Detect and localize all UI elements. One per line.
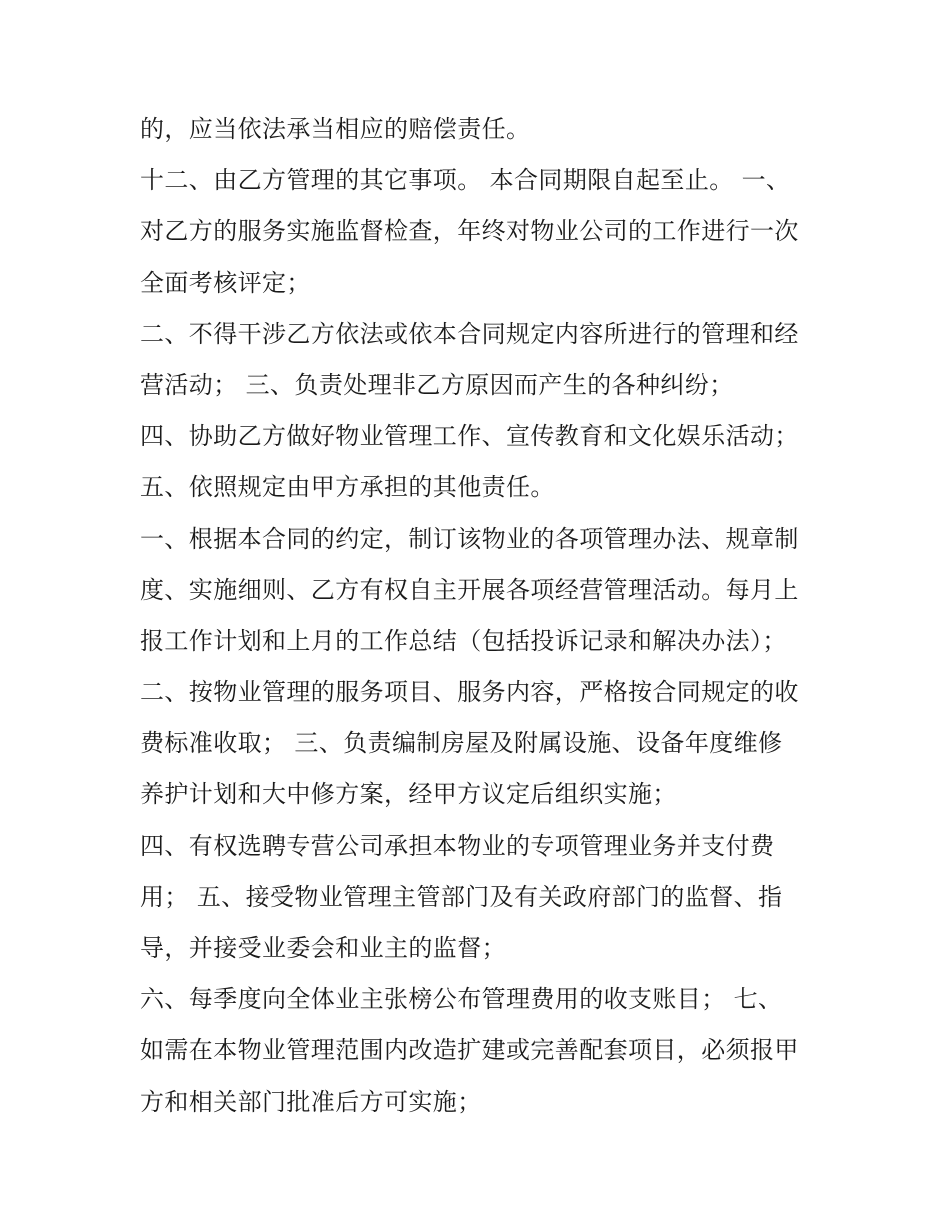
text-line: 六、每季度向全体业主张榜公布管理费用的收支账目； 七、 bbox=[140, 985, 783, 1014]
text-line: 五、依照规定由甲方承担的其他责任。 bbox=[140, 473, 555, 502]
text-line: 方和相关部门批准后方可实施； bbox=[140, 1087, 482, 1116]
text-line: 四、有权选聘专营公司承担本物业的专项管理业务并支付费 bbox=[140, 831, 775, 860]
text-line: 全面考核评定； bbox=[140, 268, 311, 297]
text-line: 四、协助乙方做好物业管理工作、宣传教育和文化娱乐活动； bbox=[140, 422, 799, 451]
text-line: 如需在本物业管理范围内改造扩建或完善配套项目，必须报甲 bbox=[140, 1036, 799, 1065]
text-line: 十二、由乙方管理的其它事项。 本合同期限自起至止。 一、 bbox=[140, 166, 791, 195]
text-line: 用； 五、接受物业管理主管部门及有关政府部门的监督、指 bbox=[140, 882, 783, 911]
text-line: 营活动； 三、负责处理非乙方原因而产生的各种纠纷； bbox=[140, 370, 734, 399]
document-body bbox=[140, 104, 820, 1128]
text-line: 对乙方的服务实施监督检查，年终对物业公司的工作进行一次 bbox=[140, 217, 799, 246]
text-line: 报工作计划和上月的工作总结（包括投诉记录和解决办法）； bbox=[140, 626, 787, 655]
text-line: 度、实施细则、乙方有权自主开展各项经营管理活动。每月上 bbox=[140, 575, 799, 604]
text-line: 二、不得干涉乙方依法或依本合同规定内容所进行的管理和经 bbox=[140, 319, 799, 348]
text-line: 一、根据本合同的约定，制订该物业的各项管理办法、规章制 bbox=[140, 524, 799, 553]
text-line: 养护计划和大中修方案，经甲方议定后组织实施； bbox=[140, 780, 677, 809]
text-line: 导，并接受业委会和业主的监督； bbox=[140, 934, 506, 962]
text-line: 费标准收取； 三、负责编制房屋及附属设施、设备年度维修 bbox=[140, 729, 783, 758]
text-line: 的，应当依法承当相应的赔偿责任。 bbox=[140, 115, 531, 143]
text-line: 二、按物业管理的服务项目、服务内容，严格按合同规定的收 bbox=[140, 678, 799, 707]
